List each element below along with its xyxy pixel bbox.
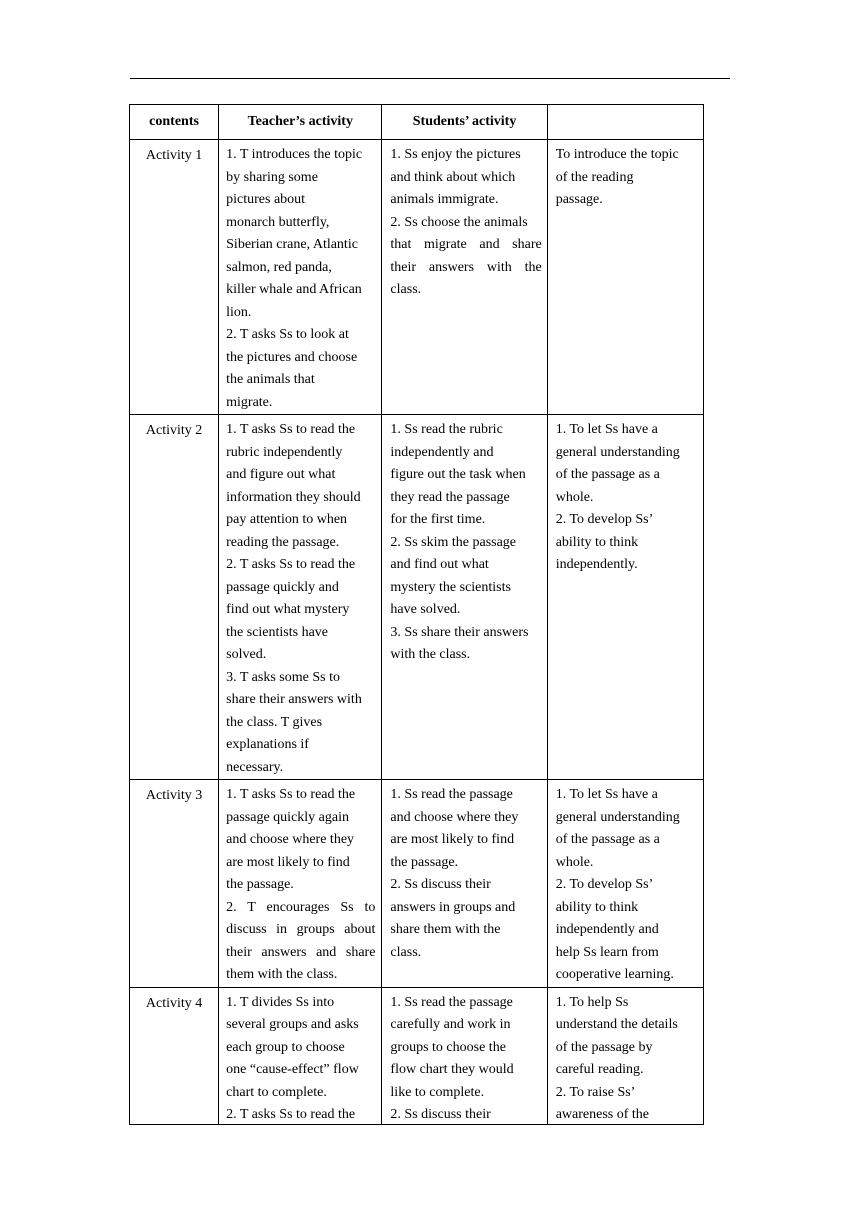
cell-text-line: migrate. <box>226 394 273 410</box>
activity-2-label: Activity 2 <box>130 415 219 780</box>
table-header-row <box>130 105 704 140</box>
cell-text-line: general understanding <box>555 444 680 460</box>
cell-text-line: salmon, red panda, <box>226 259 332 275</box>
cell-text-line: groups to choose the <box>390 1039 506 1055</box>
cell-text-line: Siberian crane, Atlantic <box>226 237 358 252</box>
cell-text-line: carefully and work in <box>390 1017 511 1032</box>
activity-2-students-cell <box>382 415 547 780</box>
cell-text-line: rubric independently <box>226 444 343 460</box>
activity-3-label: Activity 3 <box>130 780 219 988</box>
cell-text-line: mystery the scientists <box>390 579 511 595</box>
cell-text-line: reading the passage. <box>226 534 340 550</box>
cell-text-line: 1. T asks Ss to read the <box>226 422 356 437</box>
cell-text-line: 1. To let Ss have a <box>555 422 658 437</box>
activity-2-purpose-cell <box>547 415 703 780</box>
cell-text-line: whole. <box>555 489 594 505</box>
cell-text-line: independently and <box>390 444 494 460</box>
activity-4-purpose-cell <box>547 987 703 1124</box>
activity-3-teacher-cell <box>219 780 382 988</box>
cell-text-line: lion. <box>226 304 252 320</box>
cell-text-line: the passage. <box>226 877 294 892</box>
table-row <box>130 780 704 988</box>
cell-text-line: explanations if <box>226 737 309 752</box>
cell-text-line: 2. To raise Ss’ <box>555 1084 636 1100</box>
header-students-activity: Students’ activity <box>382 105 547 140</box>
cell-text-line: To introduce the topic <box>555 147 679 162</box>
cell-text-line: their answers and share <box>226 944 376 960</box>
cell-text-line: necessary. <box>226 759 284 775</box>
cell-text-line: flow chart they would <box>390 1062 514 1077</box>
cell-text-line: 1. Ss read the passage <box>390 994 513 1010</box>
activity-4-students-cell <box>382 987 547 1124</box>
cell-text-line: passage quickly again <box>226 809 349 825</box>
cell-text-line: 1. Ss read the rubric <box>390 422 503 437</box>
cell-text-line: share their answers with <box>226 692 362 707</box>
cell-text-line: killer whale and African <box>226 282 362 297</box>
activity-4-teacher-cell <box>219 987 382 1124</box>
cell-text-line: 1. Ss read the passage <box>390 787 513 802</box>
cell-text-line: for the first time. <box>390 512 486 527</box>
cell-text-line: understand the details <box>555 1017 678 1032</box>
cell-text-line: their answers with the <box>390 259 542 275</box>
cell-text-line: 1. T introduces the topic <box>226 147 363 162</box>
cell-text-line: 2. To develop Ss’ <box>555 512 654 527</box>
cell-text-line: the passage. <box>390 854 459 870</box>
cell-text-line: like to complete. <box>390 1084 485 1100</box>
cell-text-line: 2. T asks Ss to read the <box>226 557 356 572</box>
cell-text-line: one “cause-effect” flow <box>226 1062 359 1077</box>
cell-text-line: 2. Ss choose the animals <box>390 214 528 230</box>
activity-1-teacher-cell <box>219 140 382 415</box>
cell-text-line: several groups and asks <box>226 1017 359 1032</box>
cell-text-line: 3. Ss share their answers <box>390 624 529 640</box>
cell-text-line: the scientists have <box>226 624 329 640</box>
cell-text-line: 1. T divides Ss into <box>226 994 335 1010</box>
cell-text-line: of the reading <box>555 169 634 185</box>
cell-text-line: answers in groups and <box>390 899 516 915</box>
cell-text-line: 1. Ss enjoy the pictures <box>390 147 521 162</box>
cell-text-line: are most likely to find <box>226 854 350 870</box>
cell-text-line: and figure out what <box>226 467 336 482</box>
activity-1-purpose-cell <box>547 140 703 415</box>
cell-text-line: have solved. <box>390 602 461 617</box>
table-row <box>130 987 704 1124</box>
activity-4-label: Activity 4 <box>130 987 219 1124</box>
header-rule <box>130 78 730 79</box>
activity-2-teacher-cell <box>219 415 382 780</box>
cell-text-line: passage. <box>555 192 603 207</box>
cell-text-line: ability to think <box>555 899 639 915</box>
table-row <box>130 140 704 415</box>
header-teachers-activity: Teacher’s activity <box>219 105 382 140</box>
cell-text-line: solved. <box>226 647 267 662</box>
activity-3-purpose-cell <box>547 780 703 988</box>
cell-text-line: 1. To let Ss have a <box>555 787 658 802</box>
cell-text-line: ability to think <box>555 534 639 550</box>
cell-text-line: 2. Ss discuss their <box>390 1107 491 1119</box>
cell-text-line: independently. <box>555 557 638 572</box>
cell-text-line: 2. T encourages Ss to <box>226 899 376 915</box>
cell-text-line: of the passage by <box>555 1039 653 1055</box>
cell-text-line: and choose where they <box>226 832 355 847</box>
cell-text-line: they read the passage <box>390 489 510 505</box>
cell-text-line: cooperative learning. <box>555 967 674 982</box>
cell-text-line: of the passage as a <box>555 832 660 847</box>
activity-1-label: Activity 1 <box>130 140 219 415</box>
header-contents: contents <box>130 105 219 140</box>
cell-text-line: them with the class. <box>226 967 338 982</box>
cell-text-line: find out what mystery <box>226 602 350 617</box>
cell-text-line: the animals that <box>226 372 315 387</box>
cell-text-line: 1. To help Ss <box>555 994 629 1010</box>
cell-text-line: class. <box>390 944 422 960</box>
cell-text-line: by sharing some <box>226 169 318 185</box>
cell-text-line: general understanding <box>555 809 680 825</box>
cell-text-line: pictures about <box>226 192 306 207</box>
cell-text-line: 3. T asks some Ss to <box>226 669 340 685</box>
cell-text-line: the class. T gives <box>226 714 323 730</box>
cell-text-line: animals immigrate. <box>390 192 499 207</box>
cell-text-line: whole. <box>555 854 594 870</box>
table-row <box>130 415 704 780</box>
cell-text-line: awareness of the <box>555 1107 649 1119</box>
cell-text-line: figure out the task when <box>390 467 526 482</box>
activity-1-students-cell <box>382 140 547 415</box>
cell-text-line: careful reading. <box>555 1062 644 1077</box>
cell-text-line: monarch butterfly, <box>226 214 330 230</box>
activity-3-students-cell <box>382 780 547 988</box>
cell-text-line: pay attention to when <box>226 512 348 527</box>
cell-text-line: that migrate and share <box>390 237 542 252</box>
cell-text-line: 2. Ss discuss their <box>390 877 491 892</box>
cell-text-line: each group to choose <box>226 1039 345 1055</box>
cell-text-line: class. <box>390 282 422 297</box>
cell-text-line: 1. T asks Ss to read the <box>226 787 356 802</box>
cell-text-line: information they should <box>226 489 361 505</box>
cell-text-line: independently and <box>555 922 659 937</box>
cell-text-line: and think about which <box>390 169 516 185</box>
cell-text-line: with the class. <box>390 647 471 662</box>
cell-text-line: are most likely to find <box>390 832 515 847</box>
cell-text-line: 2. T asks Ss to look at <box>226 327 349 342</box>
cell-text-line: of the passage as a <box>555 467 660 482</box>
cell-text-line: 2. Ss skim the passage <box>390 534 517 550</box>
cell-text-line: 2. To develop Ss’ <box>555 877 654 892</box>
cell-text-line: chart to complete. <box>226 1084 327 1100</box>
cell-text-line: and find out what <box>390 557 489 572</box>
lesson-plan-table <box>129 104 704 1125</box>
cell-text-line: the pictures and choose <box>226 349 358 365</box>
cell-text-line: passage quickly and <box>226 579 339 595</box>
header-purpose <box>547 105 703 140</box>
cell-text-line: discuss in groups about <box>226 922 376 937</box>
cell-text-line: help Ss learn from <box>555 944 659 960</box>
cell-text-line: share them with the <box>390 922 501 937</box>
cell-text-line: 2. T asks Ss to read the <box>226 1107 356 1119</box>
cell-text-line: and choose where they <box>390 809 519 825</box>
